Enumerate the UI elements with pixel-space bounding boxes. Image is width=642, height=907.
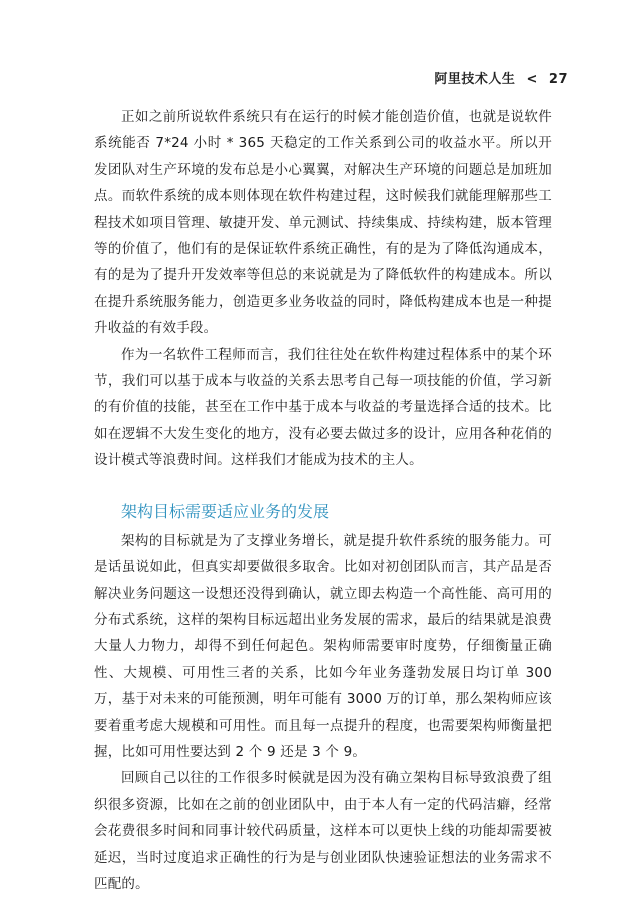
body-paragraph: 回顾自己以往的工作很多时候就是因为没有确立架构目标导致浪费了组织很多资源，比如在之前的创业团队中，由于本人有一定的代码洁癖，经常会花费很多时间和同事计较代码质量，这样本可以更快上线的功能却需要被延迟，当时过度追求正确性的行为是与创业团队快速验证想法的业务需求不匹配的。 (94, 770, 552, 892)
header-separator: < (526, 72, 538, 87)
body-paragraph: 架构的目标就是为了支撑业务增长，就是提升软件系统的服务能力。可是话虽说如此，但真实却要做很多取舍。比如对初创团队而言，其产品是否解决业务问题这一设想还没得到确认，就立即去构造一个高性能、高可用的分布式系统，这样的架构目标远超出业务发展的需求，最后的结果就是浪费大量人力物力，却得不到任何起色。架构师需要审时度势，仔细衡量正确性、大规模、可用性三者的关系，比如今年业务蓬勃发展日均订单 300 万，基于对未来的可能预测，明年可能有 3000 万的订单，那么架构师应该要着重考虑大规模和可用性。而且每一点提升的程度，也需要架构师衡量把握，比如可用性要达到 2 个 9 还是 3 个 9。 (94, 532, 552, 760)
page-number: 27 (548, 72, 568, 87)
page-body (94, 104, 552, 897)
body-paragraph: 正如之前所说软件系统只有在运行的时候才能创造价值，也就是说软件系统能否 7*24 小时 * 365 天稳定的工作关系到公司的收益水平。所以开发团队对生产环境的发布总是小心翼翼，对解决生产环境的问题总是加班加点。而软件系统的成本则体现在软件构建过程，这时候我们就能理解那些工程技术如项目管理、敏捷开发、单元测试、持续集成、持续构建，版本管理等的价值了，他们有的是保证软件系统正确性，有的是为了降低沟通成本，有的是为了提升开发效率等但总的来说就是为了降低软件的构建成本。所以在提升系统服务能力，创造更多业务收益的同时，降低构建成本也是一种提升收益的有效手段。 (94, 109, 552, 337)
running-header (434, 68, 568, 87)
book-title: 阿里技术人生 (434, 72, 516, 87)
body-paragraph: 作为一名软件工程师而言，我们往往处在软件构建过程体系中的某个环节，我们可以基于成本与收益的关系去思考自己每一项技能的价值，学习新的有价值的技能，甚至在工作中基于成本与收益的考量选择合适的技术。比如在逻辑不大发生变化的地方，没有必要去做过多的设计，应用各种花俏的设计模式等浪费时间。这样我们才能成为技术的主人。 (94, 346, 552, 469)
section-heading: 架构目标需要适应业务的发展 (121, 501, 330, 521)
